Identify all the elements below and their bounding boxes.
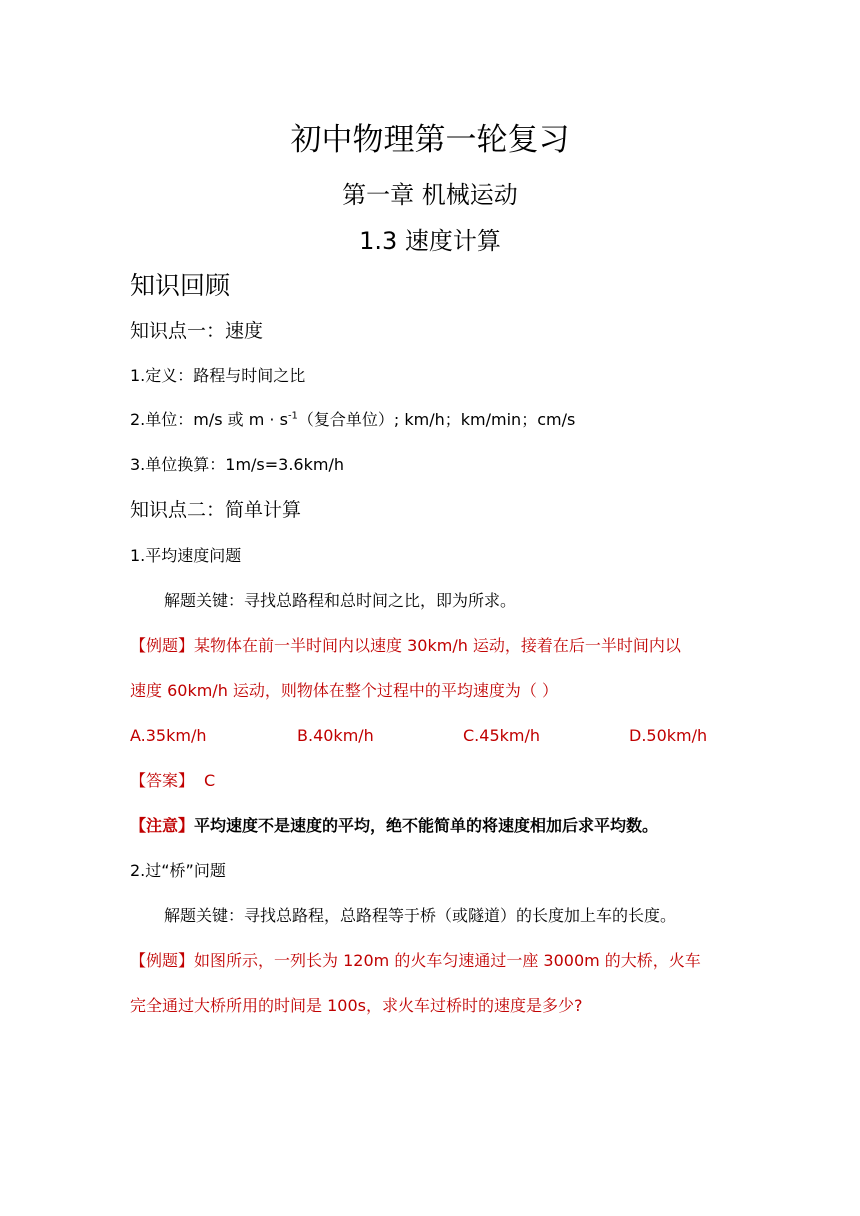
note-tag: 【注意】 [130,816,195,835]
option-b: B.40km/h [297,726,374,745]
example1-tag: 【例题】 [130,636,195,655]
document-title: 初中物理第一轮复习 [290,122,570,158]
unit-exponent: -1 [287,410,298,422]
note-text: 平均速度不是速度的平均，绝不能简单的将速度相加后求平均数。 [194,816,659,835]
definition-line: 1.定义：路程与时间之比 [130,366,306,385]
review-heading: 知识回顾 [130,271,231,300]
option-a: A.35km/h [130,726,207,745]
unit-line [130,408,575,432]
sub1-title: 1.平均速度问题 [130,546,242,565]
example2-text1: 如图所示，一列长为 120m 的火车匀速通过一座 3000m 的大桥，火车 [194,951,701,970]
option-c: C.45km/h [463,726,540,745]
answer-tag: 【答案】 [130,771,195,790]
unit-prefix: 2.单位：m/s 或 m · s [130,410,288,429]
point2-heading: 知识点二：简单计算 [130,499,302,521]
chapter-title: 第一章 机械运动 [342,181,518,209]
sub2-key: 解题关键：寻找总路程，总路程等于桥（或隧道）的长度加上车的长度。 [164,906,677,925]
example1-line2: 速度 60km/h 运动，则物体在整个过程中的平均速度为（ ） [130,681,559,700]
answer-value: C [204,771,216,790]
example2-line2: 完全通过大桥所用的时间是 100s，求火车过桥时的速度是多少? [130,996,583,1015]
unit-suffix: （复合单位）; km/h；km/min；cm/s [297,410,576,429]
point1-heading: 知识点一：速度 [130,320,264,342]
sub2-title: 2.过“桥”问题 [130,861,226,880]
sub1-key: 解题关键：寻找总路程和总时间之比，即为所求。 [164,591,517,610]
option-d: D.50km/h [629,726,708,745]
note-line [130,814,658,838]
example1-text1: 某物体在前一半时间内以速度 30km/h 运动，接着在后一半时间内以 [194,636,681,655]
example2-line1 [130,949,701,973]
section-title: 1.3 速度计算 [359,227,501,255]
example1-line1 [130,634,681,658]
answer-line [130,769,215,793]
example2-tag: 【例题】 [130,951,195,970]
conversion-line: 3.单位换算：1m/s=3.6km/h [130,455,344,474]
